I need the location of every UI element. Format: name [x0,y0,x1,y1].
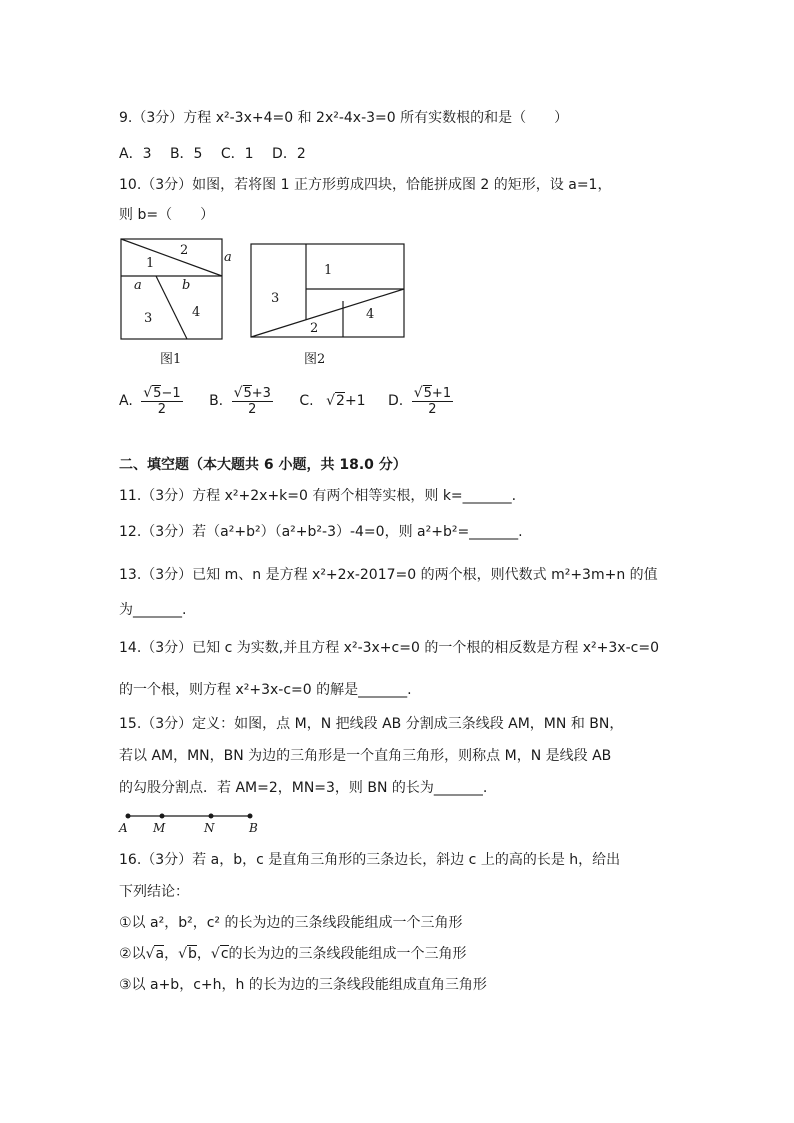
q15-line1: 15.（3分）定义：如图，点 M，N 把线段 AB 分割成三条线段 AM，MN 和 BN， [119,716,624,732]
q16-conclusion-2: ②以√a，√b，√c的长为边的三条线段能组成一个三角形 [119,946,467,962]
fig1-label-2: 2 [180,243,189,258]
fig1-label-b: b [182,278,191,293]
q16-conclusion-1: ①以 a²，b²，c² 的长为边的三条线段能组成一个三角形 [119,915,463,931]
q9-option-b[interactable]: B．5 [169,146,203,162]
q13-line1: 13.（3分）已知 m、n 是方程 x²+2x-2017=0 的两个根，则代数式 m²+3m+n 的值 [119,567,658,583]
q16-radical-c: c [220,946,229,962]
q16-conclusion-3: ③以 a+b，c+h，h 的长为边的三条线段能组成直角三角形 [119,977,487,993]
q9-option-a[interactable]: A．3 [119,146,152,162]
point-n [209,814,214,819]
q13-line2: 为_______. [119,602,187,618]
q16-line1: 16.（3分）若 a，b，c 是直角三角形的三条边长，斜边 c 上的高的长是 h，给出 [119,852,621,868]
q10-option-d[interactable]: D. $\frac{√5+1}{2}$ [388,384,452,417]
fig1-caption: 图1 [160,352,182,367]
fig1-label-3: 3 [144,311,153,326]
q10-option-b-fraction: $\frac{√5+3}{2}$ [233,384,271,417]
q10-option-a[interactable]: A. $\frac{√5-1}{2}$ [119,384,181,417]
label-n: N [204,821,215,835]
point-a [126,814,131,819]
q10-option-c[interactable]: C. √2+1 [299,393,366,409]
fig1-label-a-right: a [224,250,232,265]
point-m [160,814,165,819]
q11-text: 11.（3分）方程 x²+2x+k=0 有两个相等实根，则 k=_______. [119,488,517,504]
fig2-label-3: 3 [271,291,280,306]
q9-option-d[interactable]: D．2 [272,146,306,162]
q9-stem: 9.（3分）方程 x²-3x+4=0 和 2x²-4x-3=0 所有实数根的和是（ ） [119,110,569,126]
point-b [248,814,253,819]
fig2-label-2: 2 [310,321,319,336]
fig1-label-1: 1 [146,256,155,271]
fig2-caption: 图2 [304,352,326,367]
fig2-label-4: 4 [366,307,375,322]
q10-option-a-fraction: $\frac{√5-1}{2}$ [143,384,181,417]
q16-radical-a: a [155,946,165,962]
q10-options [119,385,457,417]
q14-line1: 14.（3分）已知 c 为实数,并且方程 x²-3x+c=0 的一个根的相反数是方程 x²+3x-c=0 [119,640,659,656]
label-a: A [119,821,128,835]
section-2-title: 二、填空题（本大题共 6 小题，共 18.0 分） [119,457,407,473]
q16-radical-b: b [188,946,197,962]
fig1-diagonal [121,239,222,276]
q10-option-d-fraction: $\frac{√5+1}{2}$ [413,384,452,417]
fig1-label-a-left: a [134,278,142,293]
q10-figures [112,232,412,372]
q12-text: 12.（3分）若（a²+b²）（a²+b²-3）-4=0，则 a²+b²=_______. [119,524,523,540]
q15-line3: 的勾股分割点．若 AM=2，MN=3，则 BN 的长为_______. [119,780,488,796]
fig2-label-1: 1 [324,263,333,278]
q10-option-b[interactable]: B. $\frac{√5+3}{2}$ [209,384,271,417]
label-b: B [249,821,258,835]
label-m: M [153,821,166,835]
q9-options [119,144,320,164]
fig1-label-4: 4 [192,305,201,320]
q9-option-c[interactable]: C．1 [220,146,254,162]
q15-segment-figure [114,808,274,838]
q14-line2: 的一个根，则方程 x²+3x-c=0 的解是_______. [119,682,412,698]
q15-line2: 若以 AM，MN，BN 为边的三角形是一个直角三角形，则称点 M，N 是线段 AB [119,748,612,764]
q10-stem-line2: 则 b=（ ） [119,207,215,223]
q10-stem-line1: 10.（3分）如图，若将图 1 正方形剪成四块，恰能拼成图 2 的矩形，设 a=1， [119,177,612,193]
q16-line2: 下列结论： [119,884,189,900]
